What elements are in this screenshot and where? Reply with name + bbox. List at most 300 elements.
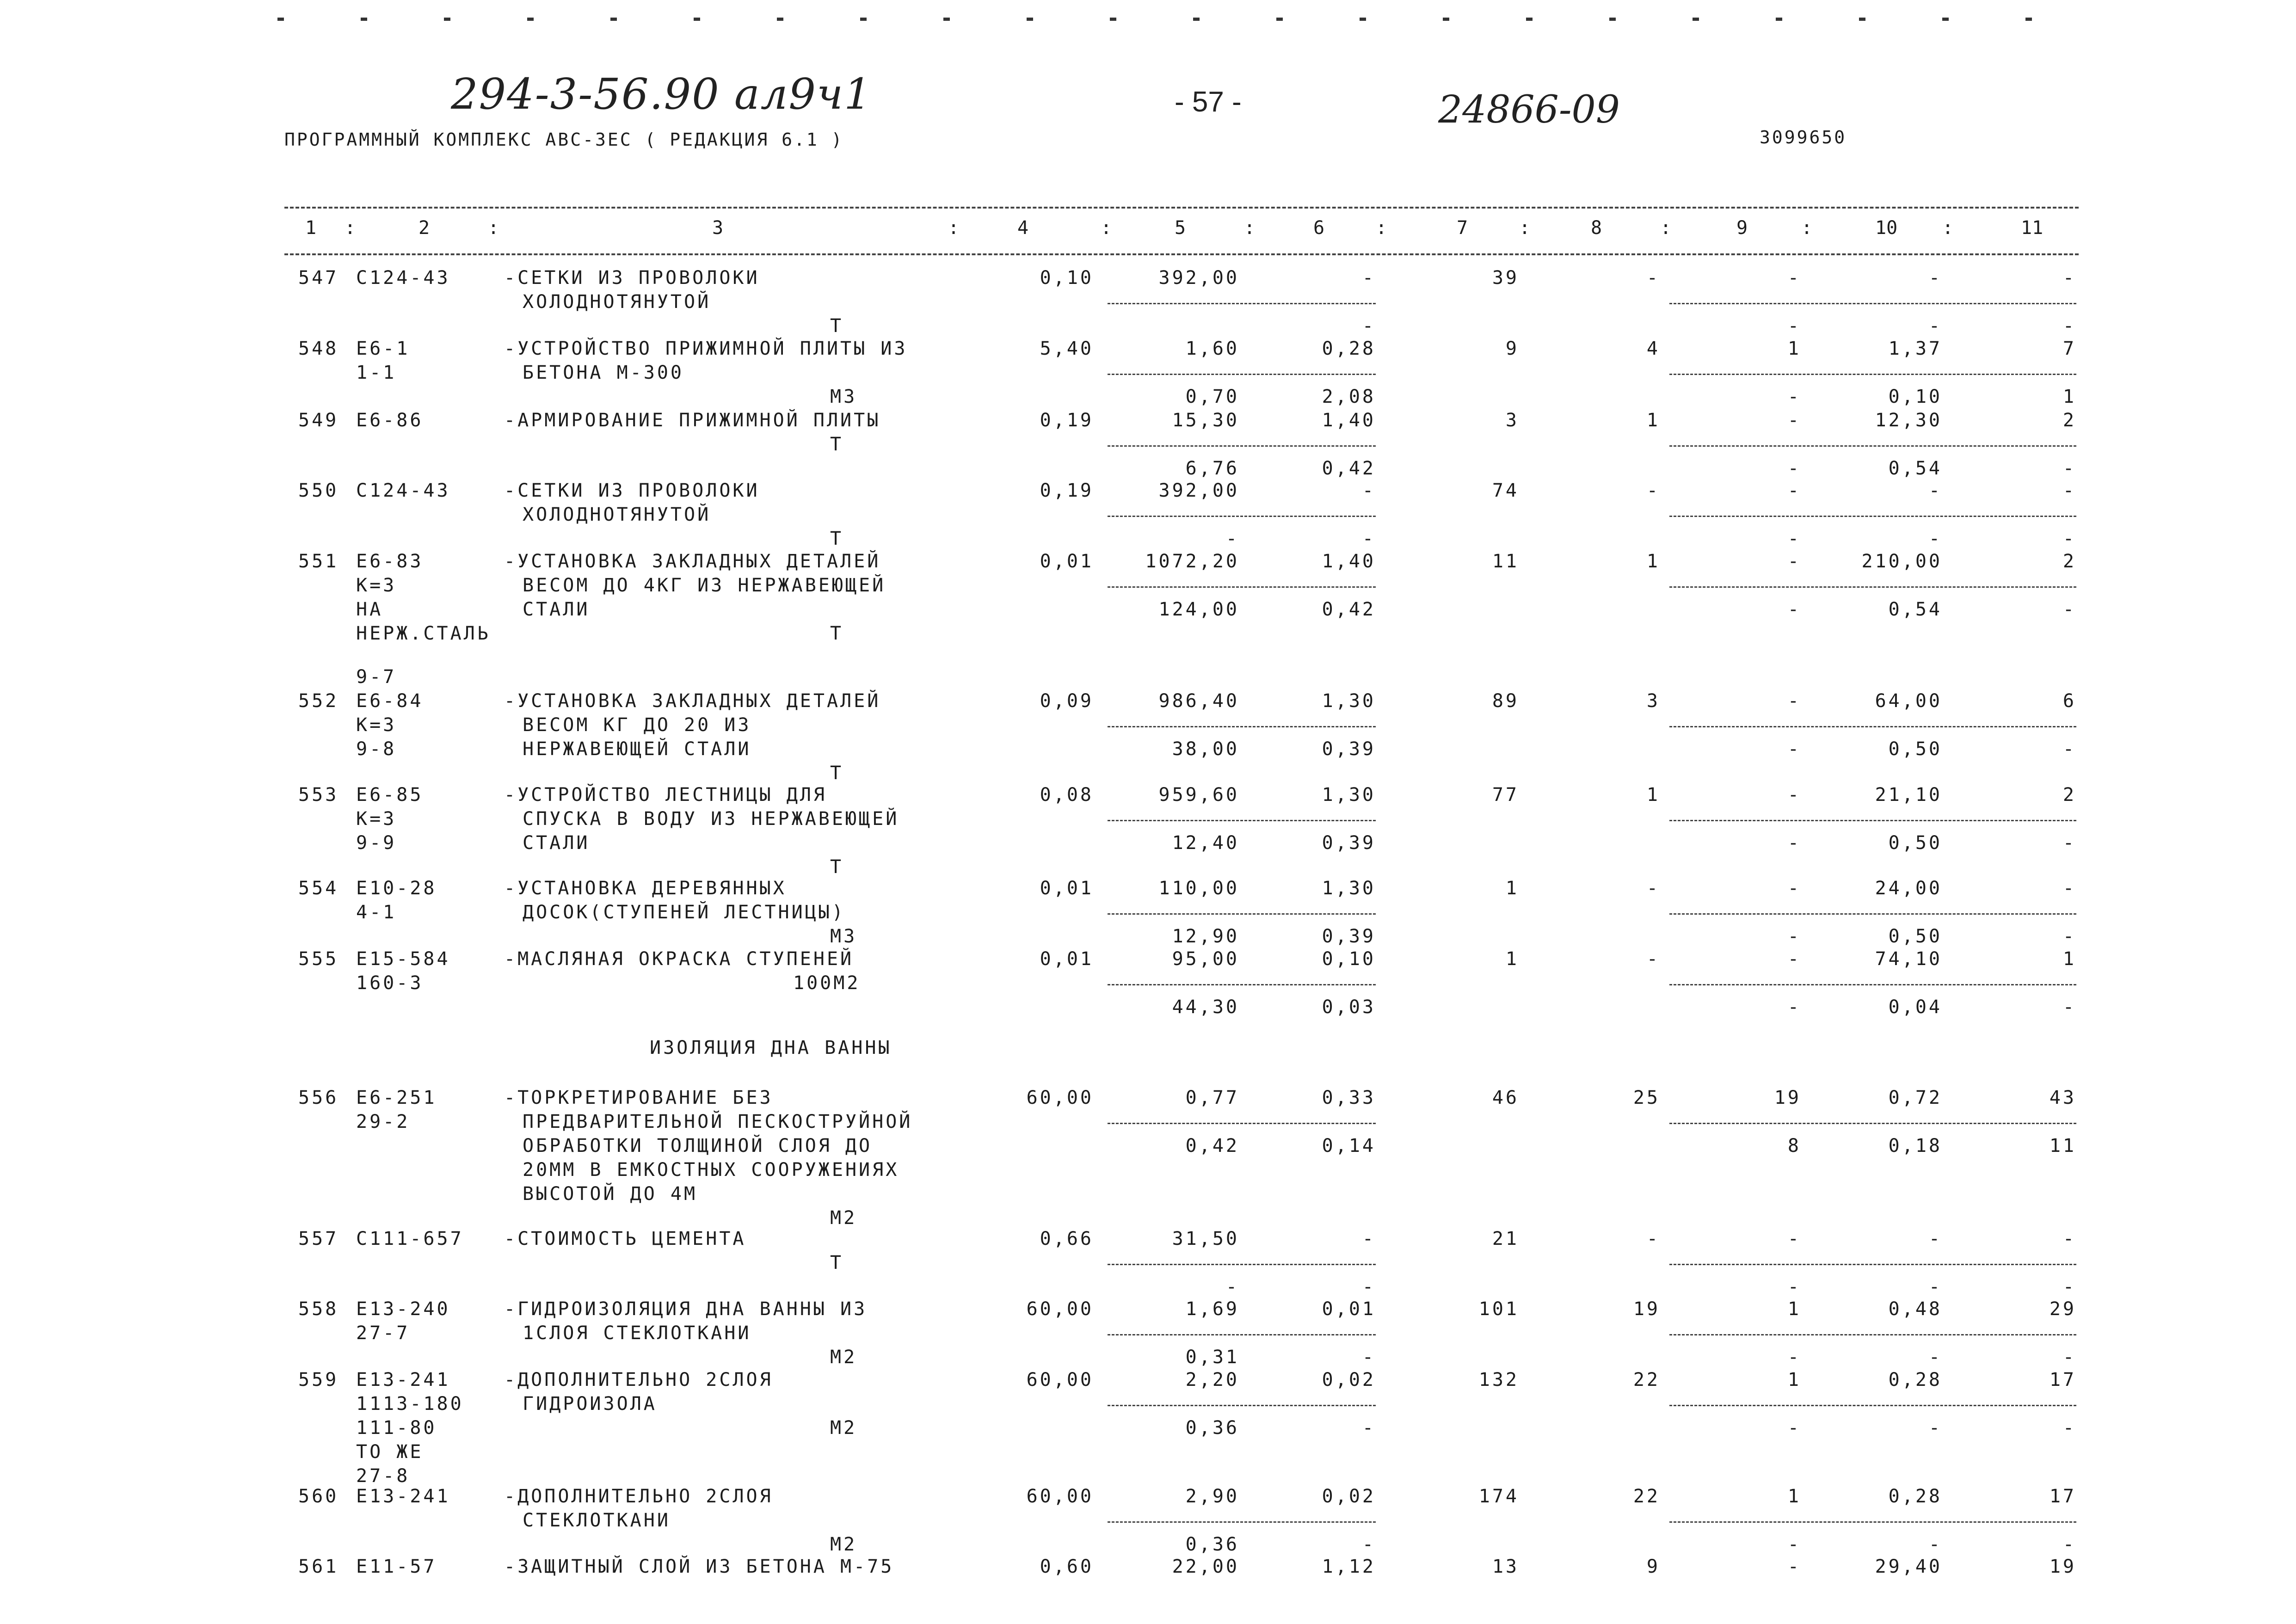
row-col10-top: - xyxy=(1928,267,1942,289)
row-description: -ДОПОЛНИТЕЛЬНО 2СЛОЯ xyxy=(504,1369,773,1390)
row-subtotal-rule xyxy=(1669,1334,2076,1335)
row-col9-top: - xyxy=(1787,267,1801,289)
row-code: 160-3 xyxy=(356,972,424,994)
row-col6-sub: 0,39 xyxy=(1322,738,1376,760)
row-col10-sub: - xyxy=(1928,1417,1942,1439)
row-description: -УСТАНОВКА ЗАКЛАДНЫХ ДЕТАЛЕЙ xyxy=(504,690,881,712)
row-col11-sub: - xyxy=(2062,1417,2076,1439)
noise-mark xyxy=(694,18,700,21)
row-col10-top: - xyxy=(1928,1228,1942,1249)
row-number: 552 xyxy=(298,690,339,712)
row-col6-sub: 0,39 xyxy=(1322,926,1376,947)
row-code: Е6-84 xyxy=(356,690,424,712)
row-subtotal-rule xyxy=(1669,1405,2076,1406)
row-col10-sub: 0,54 xyxy=(1888,458,1942,479)
row-col11-top: 6 xyxy=(2062,690,2076,712)
row-col6-top: 0,10 xyxy=(1322,948,1376,970)
row-col9-top: 1 xyxy=(1787,1298,1801,1320)
row-col7: 74 xyxy=(1492,480,1519,501)
row-col9-top: - xyxy=(1787,878,1801,899)
row-subtotal-rule xyxy=(1108,516,1376,517)
row-quantity: 0,10 xyxy=(1040,267,1094,289)
row-col9-top: - xyxy=(1787,551,1801,572)
row-cost-total: 959,60 xyxy=(1158,784,1239,806)
row-subtotal-rule xyxy=(1108,726,1376,727)
row-cost-total: 2,90 xyxy=(1185,1486,1239,1507)
row-description: -СЕТКИ ИЗ ПРОВОЛОКИ xyxy=(504,480,760,501)
row-cost-sub: 0,42 xyxy=(1185,1135,1239,1156)
row-quantity: 0,01 xyxy=(1040,551,1094,572)
row-col6-top: 0,01 xyxy=(1322,1298,1376,1320)
row-col10-sub: - xyxy=(1928,1276,1942,1298)
row-code: ТО ЖЕ xyxy=(356,1441,424,1463)
row-number: 547 xyxy=(298,267,339,289)
noise-mark xyxy=(1276,18,1283,21)
row-subtotal-rule xyxy=(1669,913,2076,915)
row-col6-top: 0,02 xyxy=(1322,1486,1376,1507)
column-separator: : xyxy=(1101,217,1112,239)
row-description: СТЕКЛОТКАНИ xyxy=(523,1510,671,1531)
column-separator: : xyxy=(345,217,356,239)
row-description: СПУСКА В ВОДУ ИЗ НЕРЖАВЕЮЩЕЙ xyxy=(523,808,899,830)
row-col7: 21 xyxy=(1492,1228,1519,1249)
row-col11-top: 2 xyxy=(2062,410,2076,431)
row-quantity: 5,40 xyxy=(1040,338,1094,359)
noise-mark xyxy=(277,18,284,21)
row-cost-total: 1,60 xyxy=(1185,338,1239,359)
noise-mark xyxy=(1526,18,1533,21)
row-col10-sub: 0,50 xyxy=(1888,926,1942,947)
row-col7: 174 xyxy=(1478,1486,1519,1507)
row-col8: 4 xyxy=(1646,338,1660,359)
column-number: 2 xyxy=(419,217,430,239)
row-col9-top: - xyxy=(1787,948,1801,970)
row-col11-top: - xyxy=(2062,267,2076,289)
row-cost-total: 392,00 xyxy=(1158,267,1239,289)
row-cost-sub: 0,70 xyxy=(1185,386,1239,407)
row-subtotal-rule xyxy=(1108,1334,1376,1335)
row-col7: 9 xyxy=(1505,338,1519,359)
row-col8: 22 xyxy=(1633,1369,1660,1390)
row-unit: Т xyxy=(830,856,844,878)
noise-mark xyxy=(1360,18,1366,21)
column-number: 5 xyxy=(1175,217,1186,239)
row-number: 559 xyxy=(298,1369,339,1390)
row-code: 1113-180 xyxy=(356,1393,464,1415)
row-col10-sub: 0,10 xyxy=(1888,386,1942,407)
row-col8: 1 xyxy=(1646,784,1660,806)
row-col9-top: 19 xyxy=(1774,1087,1801,1108)
row-col7: 39 xyxy=(1492,267,1519,289)
row-subtotal-rule xyxy=(1108,984,1376,985)
row-description: -МАСЛЯНАЯ ОКРАСКА СТУПЕНЕЙ xyxy=(504,948,854,970)
row-subtotal-rule xyxy=(1108,445,1376,447)
row-col11-sub: - xyxy=(2062,458,2076,479)
column-separator: : xyxy=(1519,217,1531,239)
row-cost-total: 22,00 xyxy=(1172,1556,1239,1577)
row-number: 561 xyxy=(298,1556,339,1577)
row-code: Е6-251 xyxy=(356,1087,437,1108)
row-quantity: 0,19 xyxy=(1040,480,1094,501)
row-col9-top: 1 xyxy=(1787,1369,1801,1390)
row-description: ДОСОК(СТУПЕНЕЙ ЛЕСТНИЦЫ) xyxy=(523,902,845,923)
row-col9-sub: - xyxy=(1787,997,1801,1018)
row-col9-top: - xyxy=(1787,410,1801,431)
row-description: -УСТРОЙСТВО ПРИЖИМНОЙ ПЛИТЫ ИЗ xyxy=(504,338,908,359)
row-col8: 22 xyxy=(1633,1486,1660,1507)
noise-mark xyxy=(444,18,450,21)
row-description: ОБРАБОТКИ ТОЛЩИНОЙ СЛОЯ ДО xyxy=(523,1135,873,1156)
row-col7: 89 xyxy=(1492,690,1519,712)
noise-mark xyxy=(943,18,950,21)
row-col10-sub: 0,04 xyxy=(1888,997,1942,1018)
row-col7: 11 xyxy=(1492,551,1519,572)
row-number: 548 xyxy=(298,338,339,359)
row-number: 553 xyxy=(298,784,339,806)
row-cost-total: 31,50 xyxy=(1172,1228,1239,1249)
column-number: 10 xyxy=(1875,217,1898,239)
row-number: 554 xyxy=(298,878,339,899)
row-number: 551 xyxy=(298,551,339,572)
row-unit: Т xyxy=(830,623,844,644)
row-code: Е6-86 xyxy=(356,410,424,431)
row-col6-top: 1,30 xyxy=(1322,784,1376,806)
row-col6-sub: 0,03 xyxy=(1322,997,1376,1018)
row-code: Е13-241 xyxy=(356,1486,450,1507)
row-unit: Т xyxy=(830,315,844,337)
row-subtotal-rule xyxy=(1669,516,2076,517)
row-cost-total: 1072,20 xyxy=(1145,551,1239,572)
row-col10-top: 29,40 xyxy=(1875,1556,1942,1577)
column-number: 4 xyxy=(1017,217,1029,239)
row-col6-top: 0,02 xyxy=(1322,1369,1376,1390)
row-col10-top: 12,30 xyxy=(1875,410,1942,431)
row-col8: 1 xyxy=(1646,551,1660,572)
row-col6-top: 1,30 xyxy=(1322,878,1376,899)
row-col6-top: 1,12 xyxy=(1322,1556,1376,1577)
noise-mark xyxy=(1027,18,1033,21)
row-col9-sub: - xyxy=(1787,315,1801,337)
row-col7: 3 xyxy=(1505,410,1519,431)
row-description: НЕРЖАВЕЮЩЕЙ СТАЛИ xyxy=(523,738,751,760)
row-number: 550 xyxy=(298,480,339,501)
row-col11-sub: - xyxy=(2062,599,2076,620)
row-col9-top: - xyxy=(1787,784,1801,806)
row-col10-top: 64,00 xyxy=(1875,690,1942,712)
row-quantity: 0,09 xyxy=(1040,690,1094,712)
row-quantity: 0,01 xyxy=(1040,948,1094,970)
row-description: -СТОИМОСТЬ ЦЕМЕНТА xyxy=(504,1228,746,1249)
column-separator: : xyxy=(1660,217,1672,239)
row-subtotal-rule xyxy=(1669,1521,2076,1523)
row-quantity: 60,00 xyxy=(1026,1486,1094,1507)
row-col7: 101 xyxy=(1478,1298,1519,1320)
row-col8: - xyxy=(1646,878,1660,899)
row-col9-sub: - xyxy=(1787,1347,1801,1368)
row-unit: Т xyxy=(830,434,844,455)
row-subtotal-rule xyxy=(1669,820,2076,821)
row-code: 1-1 xyxy=(356,362,397,383)
row-code: Е6-83 xyxy=(356,551,424,572)
row-description: -УСТРОЙСТВО ЛЕСТНИЦЫ ДЛЯ xyxy=(504,784,827,806)
row-quantity: 60,00 xyxy=(1026,1298,1094,1320)
row-col11-top: 2 xyxy=(2062,551,2076,572)
row-code: С111-657 xyxy=(356,1228,464,1249)
row-quantity: 0,60 xyxy=(1040,1556,1094,1577)
row-col10-sub: - xyxy=(1928,528,1942,549)
noise-mark xyxy=(1776,18,1782,21)
row-description: СТАЛИ xyxy=(523,599,590,620)
row-col6-sub: 2,08 xyxy=(1322,386,1376,407)
row-cost-total: 392,00 xyxy=(1158,480,1239,501)
row-code: Е13-240 xyxy=(356,1298,450,1320)
row-col9-sub: - xyxy=(1787,458,1801,479)
row-subtotal-rule xyxy=(1669,303,2076,304)
row-description: -ЗАЩИТНЫЙ СЛОЙ ИЗ БЕТОНА М-75 xyxy=(504,1556,894,1577)
row-number: 560 xyxy=(298,1486,339,1507)
row-col9-sub: - xyxy=(1787,738,1801,760)
row-quantity: 0,66 xyxy=(1040,1228,1094,1249)
row-code: К=3 xyxy=(356,575,397,596)
row-col7: 1 xyxy=(1505,878,1519,899)
row-code: С124-43 xyxy=(356,267,450,289)
row-cost-sub: 0,31 xyxy=(1185,1347,1239,1368)
row-col8: 25 xyxy=(1633,1087,1660,1108)
row-code: 29-2 xyxy=(356,1111,410,1132)
handwritten-note-left: 294-3-56.90 ал9ч1 xyxy=(451,69,872,119)
row-col8: 3 xyxy=(1646,690,1660,712)
row-unit: 100М2 xyxy=(793,972,861,994)
row-subtotal-rule xyxy=(1108,1521,1376,1523)
row-subtotal-rule xyxy=(1108,303,1376,304)
row-col6-top: 0,28 xyxy=(1322,338,1376,359)
row-col6-top: - xyxy=(1362,267,1376,289)
handwritten-note-right: 24866-09 xyxy=(1438,88,1620,132)
program-line: ПРОГРАММНЫЙ КОМПЛЕКС АВС-3ЕС ( РЕДАКЦИЯ 6.1 ) xyxy=(284,129,844,150)
row-col11-top: - xyxy=(2062,878,2076,899)
row-subtotal-rule xyxy=(1108,374,1376,375)
column-separator: : xyxy=(948,217,960,239)
row-description: -СЕТКИ ИЗ ПРОВОЛОКИ xyxy=(504,267,760,289)
row-unit: Т xyxy=(830,528,844,549)
row-col9-sub: - xyxy=(1787,926,1801,947)
row-col10-sub: - xyxy=(1928,1534,1942,1555)
row-description: -ДОПОЛНИТЕЛЬНО 2СЛОЯ xyxy=(504,1486,773,1507)
row-number: 549 xyxy=(298,410,339,431)
row-description: -УСТАНОВКА ЗАКЛАДНЫХ ДЕТАЛЕЙ xyxy=(504,551,881,572)
row-col6-sub: 0,39 xyxy=(1322,832,1376,854)
row-col10-top: 21,10 xyxy=(1875,784,1942,806)
row-code: Е6-1 xyxy=(356,338,410,359)
row-col10-sub: - xyxy=(1928,1347,1942,1368)
row-cost-sub: 0,36 xyxy=(1185,1417,1239,1439)
row-description: -АРМИРОВАНИЕ ПРИЖИМНОЙ ПЛИТЫ xyxy=(504,410,881,431)
row-col10-sub: - xyxy=(1928,315,1942,337)
column-number: 9 xyxy=(1736,217,1748,239)
row-col11-sub: - xyxy=(2062,1347,2076,1368)
row-code: Е15-584 xyxy=(356,948,450,970)
column-number-row xyxy=(0,217,2296,245)
row-col8: - xyxy=(1646,948,1660,970)
row-quantity: 0,19 xyxy=(1040,410,1094,431)
noise-mark xyxy=(361,18,367,21)
table-top-rule xyxy=(284,207,2079,209)
row-col11-top: 17 xyxy=(2049,1369,2076,1390)
row-col8: - xyxy=(1646,267,1660,289)
row-col9-sub: - xyxy=(1787,1417,1801,1439)
row-description: -УСТАНОВКА ДЕРЕВЯННЫХ xyxy=(504,878,787,899)
row-number: 556 xyxy=(298,1087,339,1108)
row-quantity: 0,08 xyxy=(1040,784,1094,806)
row-code: К=3 xyxy=(356,714,397,736)
row-subtotal-rule xyxy=(1669,726,2076,727)
row-cost-total: 0,77 xyxy=(1185,1087,1239,1108)
noise-mark xyxy=(1443,18,1449,21)
row-col10-top: 0,28 xyxy=(1888,1486,1942,1507)
row-code: Е11-57 xyxy=(356,1556,437,1577)
row-cost-total: 986,40 xyxy=(1158,690,1239,712)
row-col11-top: 17 xyxy=(2049,1486,2076,1507)
row-col6-sub: - xyxy=(1362,1276,1376,1298)
row-code: К=3 xyxy=(356,808,397,830)
row-code: 111-80 xyxy=(356,1417,437,1439)
row-subtotal-rule xyxy=(1669,984,2076,985)
noise-mark xyxy=(610,18,617,21)
row-col7: 132 xyxy=(1478,1369,1519,1390)
row-cost-total: 110,00 xyxy=(1158,878,1239,899)
row-number: 557 xyxy=(298,1228,339,1249)
section-heading: ИЗОЛЯЦИЯ ДНА ВАННЫ xyxy=(650,1037,892,1058)
row-cost-sub: 124,00 xyxy=(1158,599,1239,620)
row-unit: М2 xyxy=(830,1417,857,1439)
row-col7: 13 xyxy=(1492,1556,1519,1577)
noise-mark xyxy=(1942,18,1949,21)
row-subtotal-rule xyxy=(1108,1123,1376,1124)
row-col6-sub: - xyxy=(1362,1347,1376,1368)
row-quantity: 0,01 xyxy=(1040,878,1094,899)
row-col11-sub: 1 xyxy=(2062,386,2076,407)
row-col7: 46 xyxy=(1492,1087,1519,1108)
row-col6-sub: 0,14 xyxy=(1322,1135,1376,1156)
row-description: ХОЛОДНОТЯНУТОЙ xyxy=(523,291,711,313)
row-unit: М3 xyxy=(830,386,857,407)
row-col11-top: - xyxy=(2062,480,2076,501)
row-subtotal-rule xyxy=(1669,445,2076,447)
row-cost-sub: - xyxy=(1225,528,1239,549)
row-col8: 19 xyxy=(1633,1298,1660,1320)
noise-mark xyxy=(1859,18,1865,21)
column-number: 8 xyxy=(1591,217,1602,239)
row-col11-sub: - xyxy=(2062,528,2076,549)
row-col11-sub: 11 xyxy=(2049,1135,2076,1156)
row-cost-total: 2,20 xyxy=(1185,1369,1239,1390)
row-code-prefix: 9-7 xyxy=(356,666,397,688)
row-description: ВЕСОМ КГ ДО 20 ИЗ xyxy=(523,714,751,736)
row-description: СТАЛИ xyxy=(523,832,590,854)
row-number: 555 xyxy=(298,948,339,970)
row-code: 27-8 xyxy=(356,1465,410,1487)
row-col10-top: 74,10 xyxy=(1875,948,1942,970)
noise-mark xyxy=(1609,18,1616,21)
row-col10-sub: 0,18 xyxy=(1888,1135,1942,1156)
row-description: 20ММ В ЕМКОСТНЫХ СООРУЖЕНИЯХ xyxy=(523,1159,899,1181)
row-cost-sub: 12,40 xyxy=(1172,832,1239,854)
row-col10-top: 0,28 xyxy=(1888,1369,1942,1390)
column-number: 7 xyxy=(1457,217,1468,239)
column-separator: : xyxy=(488,217,499,239)
row-col9-sub: - xyxy=(1787,386,1801,407)
row-col9-top: - xyxy=(1787,480,1801,501)
noise-mark xyxy=(527,18,534,21)
noise-mark xyxy=(777,18,783,21)
row-col6-top: 1,40 xyxy=(1322,410,1376,431)
row-col11-top: 1 xyxy=(2062,948,2076,970)
row-cost-sub: 6,76 xyxy=(1185,458,1239,479)
row-col7: 77 xyxy=(1492,784,1519,806)
page-number: - 57 - xyxy=(1175,86,1242,118)
row-col9-sub: - xyxy=(1787,599,1801,620)
row-col9-top: 1 xyxy=(1787,338,1801,359)
column-number: 6 xyxy=(1313,217,1325,239)
column-separator: : xyxy=(1244,217,1256,239)
row-col9-sub: - xyxy=(1787,832,1801,854)
noise-mark xyxy=(1193,18,1200,21)
row-col11-top: 2 xyxy=(2062,784,2076,806)
row-col11-sub: - xyxy=(2062,315,2076,337)
row-col9-sub: 8 xyxy=(1787,1135,1801,1156)
row-col6-sub: - xyxy=(1362,1417,1376,1439)
column-separator: : xyxy=(1801,217,1813,239)
row-col6-top: 0,33 xyxy=(1322,1087,1376,1108)
row-cost-sub: 44,30 xyxy=(1172,997,1239,1018)
row-col8: 9 xyxy=(1646,1556,1660,1577)
row-cost-sub: 12,90 xyxy=(1172,926,1239,947)
row-unit: М2 xyxy=(830,1347,857,1368)
table-header-rule xyxy=(284,253,2079,255)
row-unit: Т xyxy=(830,763,844,784)
column-separator: : xyxy=(1942,217,1954,239)
row-cost-total: 15,30 xyxy=(1172,410,1239,431)
row-unit: М2 xyxy=(830,1207,857,1229)
row-col6-sub: - xyxy=(1362,1534,1376,1555)
row-col6-top: - xyxy=(1362,1228,1376,1249)
row-col9-sub: - xyxy=(1787,1276,1801,1298)
noise-mark xyxy=(1693,18,1699,21)
row-col9-top: - xyxy=(1787,690,1801,712)
row-code: НЕРЖ.СТАЛЬ xyxy=(356,623,491,644)
noise-mark xyxy=(860,18,867,21)
row-col6-sub: 0,42 xyxy=(1322,599,1376,620)
row-col11-sub: - xyxy=(2062,1276,2076,1298)
document-id: 3099650 xyxy=(1760,127,1847,148)
row-subtotal-rule xyxy=(1108,820,1376,821)
row-unit: Т xyxy=(830,1252,844,1273)
row-code: 4-1 xyxy=(356,902,397,923)
row-unit: М3 xyxy=(830,926,857,947)
row-col11-top: - xyxy=(2062,1228,2076,1249)
column-number: 3 xyxy=(712,217,724,239)
row-col10-top: 210,00 xyxy=(1861,551,1942,572)
row-subtotal-rule xyxy=(1108,586,1376,588)
row-cost-sub: 0,36 xyxy=(1185,1534,1239,1555)
row-col10-top: 1,37 xyxy=(1888,338,1942,359)
row-cost-sub: 38,00 xyxy=(1172,738,1239,760)
row-description: ПРЕДВАРИТЕЛЬНОЙ ПЕСКОСТРУЙНОЙ xyxy=(523,1111,913,1132)
row-code: НА xyxy=(356,599,383,620)
scan-noise xyxy=(277,14,2072,23)
row-code: Е6-85 xyxy=(356,784,424,806)
row-col9-sub: - xyxy=(1787,528,1801,549)
